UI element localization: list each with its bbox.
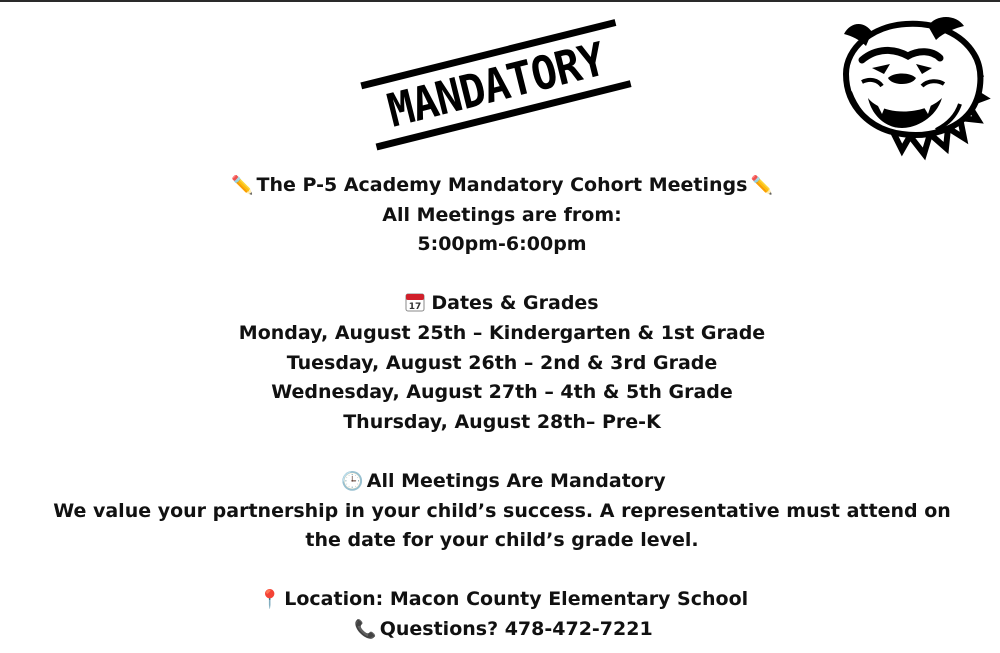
meetings-from-label: All Meetings are from: bbox=[382, 203, 622, 226]
spacer bbox=[20, 556, 984, 586]
mandatory-stamp bbox=[360, 20, 629, 151]
date-item: Monday, August 25th – Kindergarten & 1st Grade bbox=[238, 321, 766, 344]
dates-heading-line bbox=[20, 289, 984, 319]
spacer bbox=[20, 260, 984, 290]
date-item: Thursday, August 28th– Pre-K bbox=[343, 410, 661, 433]
mandatory-heading-line bbox=[20, 467, 984, 497]
mandatory-message: We value your partnership in your child’s success. A representative must attend on the date for your child’s grade level. bbox=[53, 499, 951, 552]
meeting-time: 5:00pm-6:00pm bbox=[417, 233, 587, 256]
dates-heading: Dates & Grades bbox=[431, 292, 599, 315]
top-border bbox=[0, 0, 1000, 2]
pencil-icon: ✏️ bbox=[750, 175, 773, 196]
location-pin-icon: 📍 bbox=[258, 589, 282, 611]
bulldog-mascot-logo bbox=[832, 12, 996, 162]
questions-text: Questions? 478-472-7221 bbox=[379, 617, 653, 640]
svg-text:17: 17 bbox=[409, 302, 422, 313]
title-line bbox=[20, 171, 984, 201]
stamp-text: MANDATORY bbox=[382, 31, 610, 138]
location-text: Location: Macon County Elementary School bbox=[284, 588, 749, 611]
mandatory-heading: All Meetings Are Mandatory bbox=[366, 469, 666, 492]
phone-icon: 📞 bbox=[354, 618, 377, 640]
spacer bbox=[20, 437, 984, 467]
date-item: Wednesday, August 27th – 4th & 5th Grade bbox=[271, 381, 733, 404]
location-line bbox=[20, 585, 984, 615]
announcement-body bbox=[20, 171, 984, 645]
clock-icon: 🕒 bbox=[341, 470, 364, 492]
calendar-icon bbox=[405, 292, 425, 312]
questions-line bbox=[20, 615, 984, 645]
page-title: The P-5 Academy Mandatory Cohort Meetings bbox=[256, 174, 748, 196]
pencil-icon: ✏️ bbox=[231, 175, 254, 196]
date-item: Tuesday, August 26th – 2nd & 3rd Grade bbox=[286, 351, 718, 374]
